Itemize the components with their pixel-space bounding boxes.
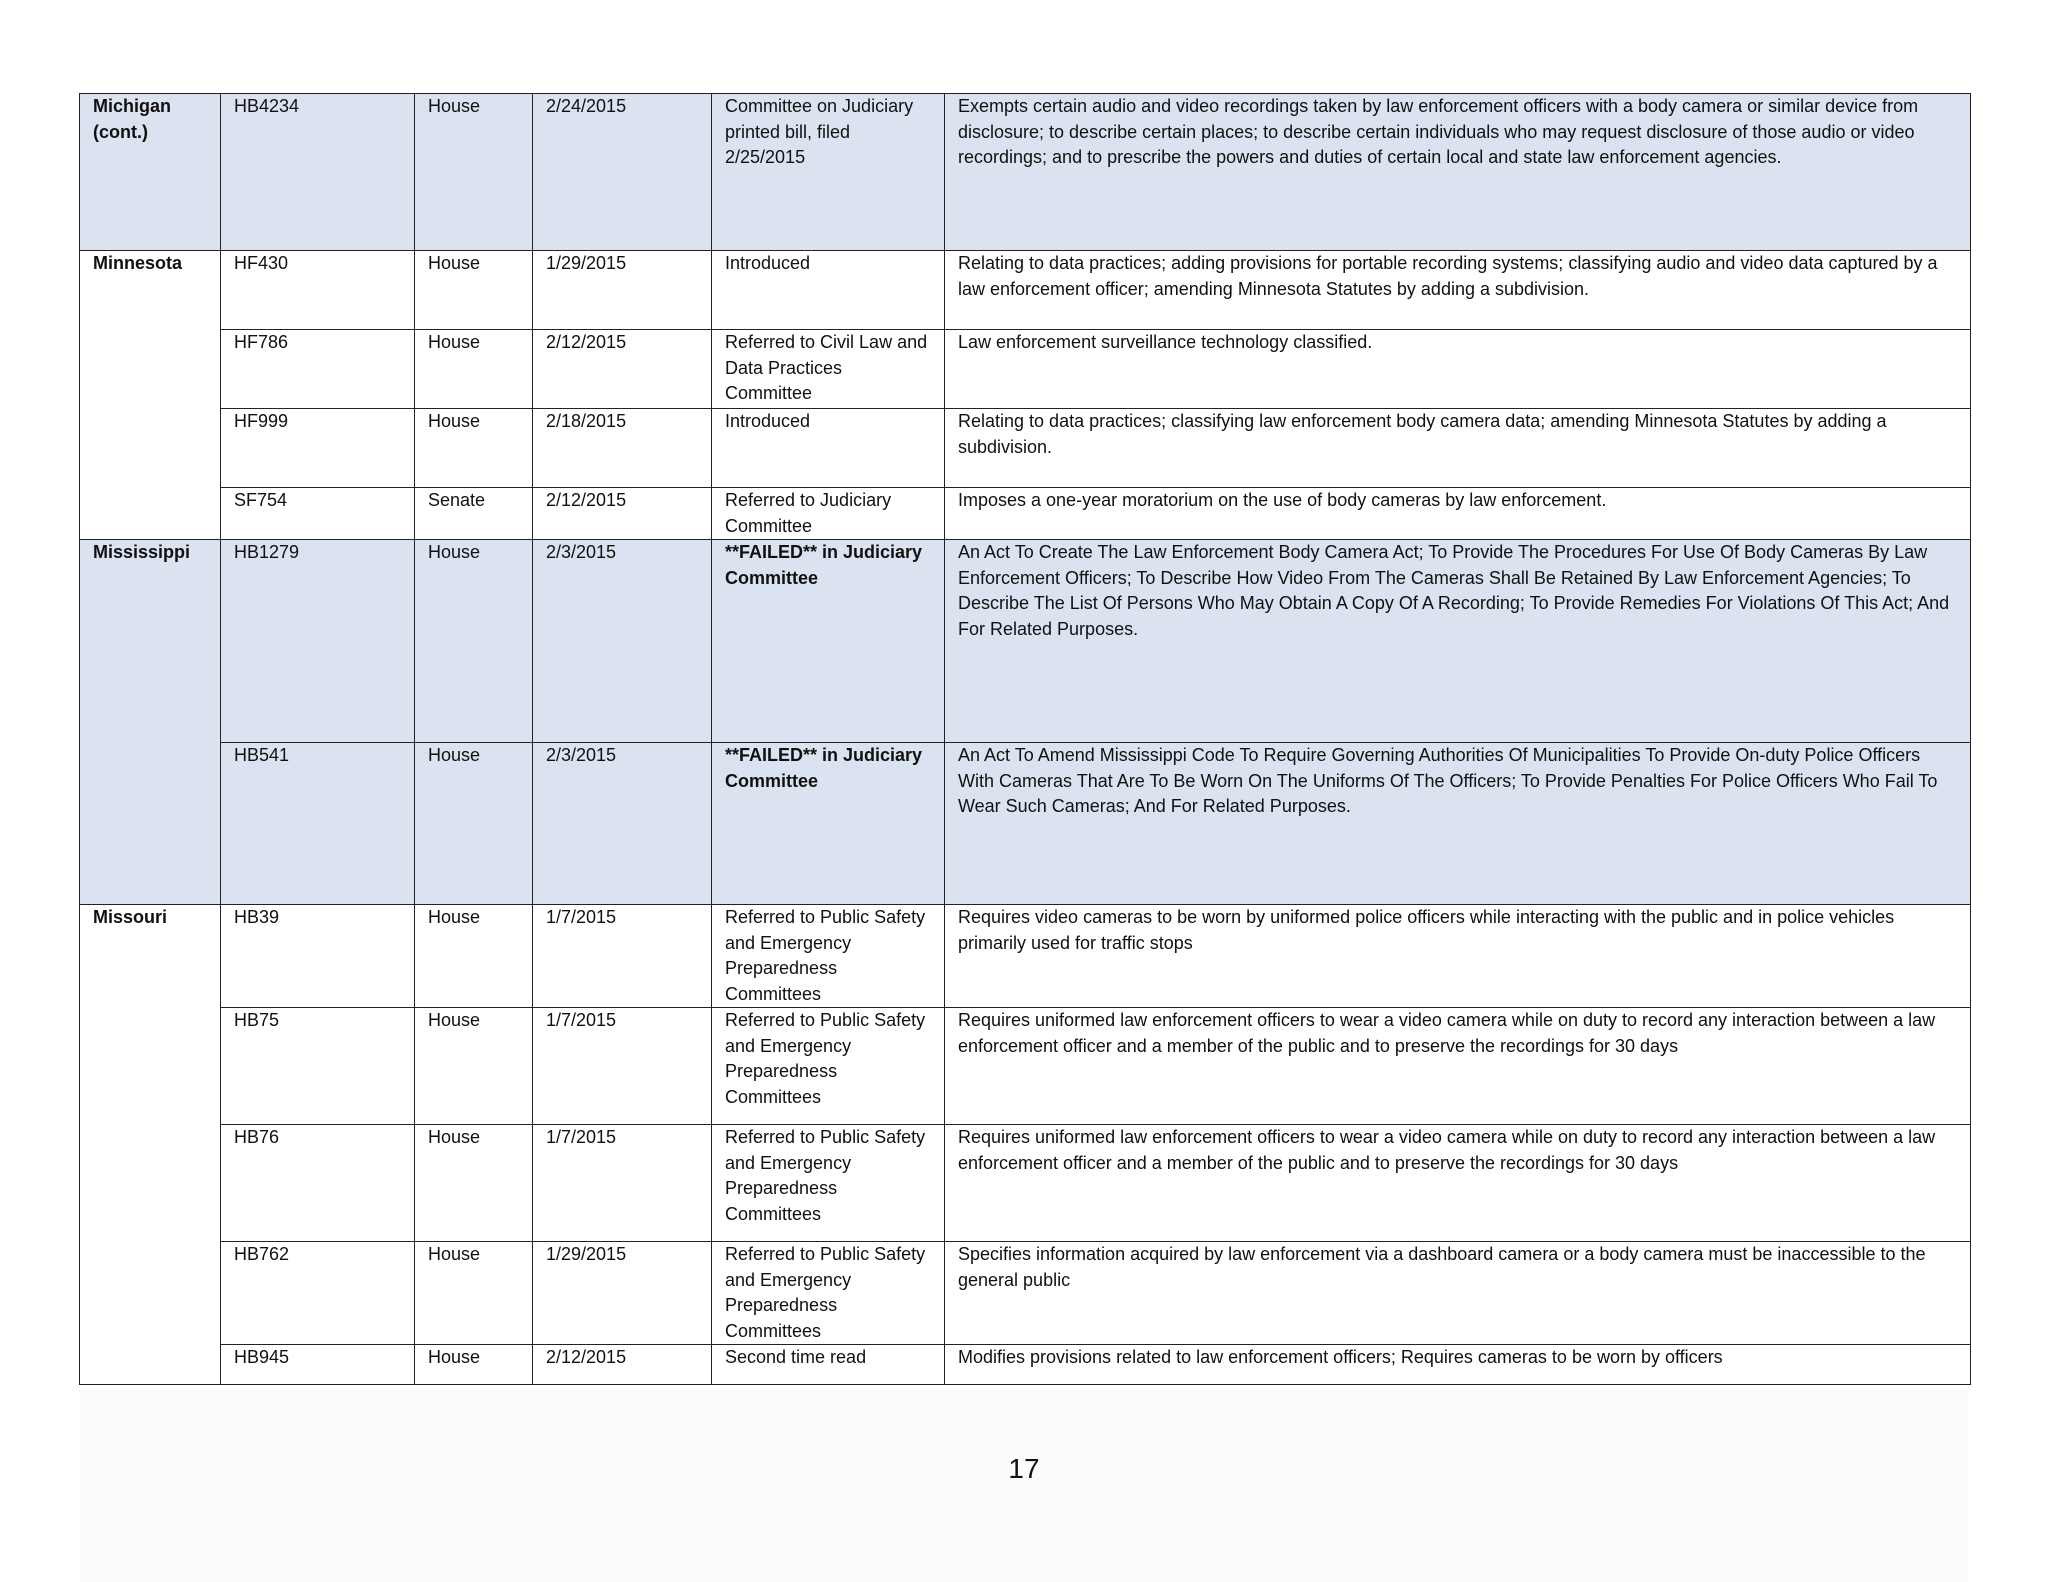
- bill-id: HB39: [221, 905, 415, 1008]
- bill-id: HF786: [221, 330, 415, 409]
- bill-id: HB762: [221, 1242, 415, 1345]
- table-row: [80, 1008, 1971, 1125]
- bill-date: 2/3/2015: [533, 540, 712, 743]
- legislation-table: [79, 93, 1971, 1385]
- bill-date: 2/18/2015: [533, 409, 712, 488]
- bill-status: **FAILED** in Judiciary Committee: [712, 540, 945, 743]
- bill-status: Referred to Public Safety and Emergency Preparedness Committees: [712, 1242, 945, 1345]
- state-name-minnesota: Minnesota: [80, 251, 221, 540]
- bill-chamber: Senate: [415, 488, 533, 540]
- bill-description: Imposes a one-year moratorium on the use of body cameras by law enforcement.: [945, 488, 1971, 540]
- bill-description: Modifies provisions related to law enforcement officers; Requires cameras to be worn by officers: [945, 1345, 1971, 1385]
- bill-chamber: House: [415, 409, 533, 488]
- bill-id: HB945: [221, 1345, 415, 1385]
- table-row: [80, 905, 1971, 1008]
- bill-id: HB76: [221, 1125, 415, 1242]
- bill-id: HB75: [221, 1008, 415, 1125]
- table-row: [80, 330, 1971, 409]
- bill-status: Introduced: [712, 251, 945, 330]
- bill-date: 2/3/2015: [533, 743, 712, 905]
- table-row: [80, 251, 1971, 330]
- page-number: 17: [1008, 1453, 1040, 1484]
- bill-description: Requires uniformed law enforcement officers to wear a video camera while on duty to record any interaction between a law enforcement officer and a member of the public and to preserve the recordings for 30 days: [945, 1008, 1971, 1125]
- table-row: [80, 488, 1971, 540]
- table-row: [80, 94, 1971, 251]
- table-row: [80, 1242, 1971, 1345]
- bill-status: Introduced: [712, 409, 945, 488]
- bill-description: An Act To Amend Mississippi Code To Require Governing Authorities Of Municipalities To Provide On-duty Police Officers With Cameras That Are To Be Worn On The Uniforms Of The Officers; To Provide Penalties For Police Officers Who Fail To Wear Such Cameras; And For Related Purposes.: [945, 743, 1971, 905]
- bill-description: Law enforcement surveillance technology classified.: [945, 330, 1971, 409]
- bill-status: **FAILED** in Judiciary Committee: [712, 743, 945, 905]
- bill-chamber: House: [415, 330, 533, 409]
- bill-status: Referred to Civil Law and Data Practices Committee: [712, 330, 945, 409]
- bill-date: 2/24/2015: [533, 94, 712, 251]
- bill-date: 1/7/2015: [533, 905, 712, 1008]
- bill-chamber: House: [415, 1008, 533, 1125]
- bill-status: Referred to Public Safety and Emergency Preparedness Committees: [712, 1125, 945, 1242]
- bill-id: HB4234: [221, 94, 415, 251]
- bill-id: HF430: [221, 251, 415, 330]
- bill-status: Referred to Public Safety and Emergency Preparedness Committees: [712, 905, 945, 1008]
- bill-date: 2/12/2015: [533, 1345, 712, 1385]
- bill-id: HB1279: [221, 540, 415, 743]
- bill-id: HF999: [221, 409, 415, 488]
- bill-chamber: House: [415, 540, 533, 743]
- bill-date: 1/7/2015: [533, 1125, 712, 1242]
- table-row: [80, 409, 1971, 488]
- page-footer-area: [79, 1390, 1969, 1582]
- bill-status: Referred to Public Safety and Emergency Preparedness Committees: [712, 1008, 945, 1125]
- bill-date: 2/12/2015: [533, 330, 712, 409]
- bill-chamber: House: [415, 1125, 533, 1242]
- bill-date: 1/29/2015: [533, 251, 712, 330]
- bill-description: Requires video cameras to be worn by uniformed police officers while interacting with the public and in police vehicles primarily used for traffic stops: [945, 905, 1971, 1008]
- bill-chamber: House: [415, 1345, 533, 1385]
- table-row: [80, 1345, 1971, 1385]
- bill-description: An Act To Create The Law Enforcement Body Camera Act; To Provide The Procedures For Use Of Body Cameras By Law Enforcement Officers; To Describe How Video From The Cameras Shall Be Retained By Law Enforcement Agencies; To Describe The List Of Persons Who May Obtain A Copy Of A Recording; To Provide Remedies For Violations Of This Act; And For Related Purposes.: [945, 540, 1971, 743]
- state-name-mississippi: Mississippi: [80, 540, 221, 905]
- state-name-missouri: Missouri: [80, 905, 221, 1385]
- table-row: [80, 1125, 1971, 1242]
- bill-chamber: House: [415, 94, 533, 251]
- bill-status: Referred to Judiciary Committee: [712, 488, 945, 540]
- table-row: [80, 743, 1971, 905]
- bill-chamber: House: [415, 251, 533, 330]
- bill-description: Relating to data practices; adding provisions for portable recording systems; classifying audio and video data captured by a law enforcement officer; amending Minnesota Statutes by adding a subdivision.: [945, 251, 1971, 330]
- state-name-michigan: Michigan (cont.): [80, 94, 221, 251]
- bill-description: Relating to data practices; classifying law enforcement body camera data; amending Minnesota Statutes by adding a subdivision.: [945, 409, 1971, 488]
- bill-chamber: House: [415, 743, 533, 905]
- bill-id: HB541: [221, 743, 415, 905]
- bill-date: 1/7/2015: [533, 1008, 712, 1125]
- bill-id: SF754: [221, 488, 415, 540]
- bill-status: Second time read: [712, 1345, 945, 1385]
- bill-description: Specifies information acquired by law enforcement via a dashboard camera or a body camera must be inaccessible to the general public: [945, 1242, 1971, 1345]
- bill-status: Committee on Judiciary printed bill, filed 2/25/2015: [712, 94, 945, 251]
- bill-description: Requires uniformed law enforcement officers to wear a video camera while on duty to record any interaction between a law enforcement officer and a member of the public and to preserve the recordings for 30 days: [945, 1125, 1971, 1242]
- bill-description: Exempts certain audio and video recordings taken by law enforcement officers with a body camera or similar device from disclosure; to describe certain places; to describe certain individuals who may request disclosure of those audio or video recordings; and to prescribe the powers and duties of certain local and state law enforcement agencies.: [945, 94, 1971, 251]
- bill-chamber: House: [415, 1242, 533, 1345]
- bill-date: 2/12/2015: [533, 488, 712, 540]
- bill-date: 1/29/2015: [533, 1242, 712, 1345]
- bill-chamber: House: [415, 905, 533, 1008]
- table-row: [80, 540, 1971, 743]
